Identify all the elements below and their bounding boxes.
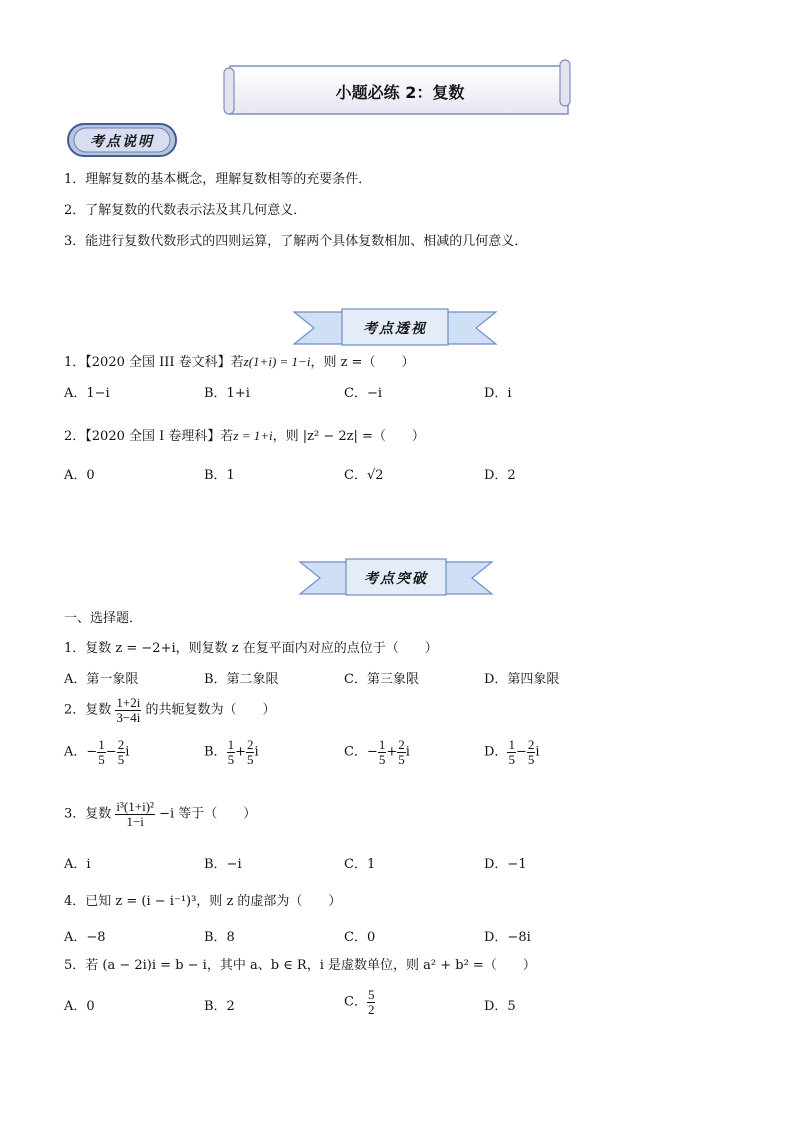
question-2 [64,696,276,725]
q2-option-b-frac1: $\frac{1}{5}$ [227,737,235,767]
q2-option-d: D． $\frac{1}{5}$ − $\frac{2}{5}$ i [484,737,540,767]
question-5: 5．若 (a − 2i)i = b − i，其中 a、b ∈ R，i 是虚数单位，则 a² + b² =（ ） [64,958,536,973]
insight-q2-option-a: A．0 [64,468,95,483]
q1-option-c: C．第三象限 [344,672,419,687]
q2-prefix: 2．复数 [64,702,112,718]
q2-option-a-op: − [105,744,117,760]
q3-numerator: i³(1+i)² [116,799,154,814]
question-1: 1．复数 z = −2+i，则复数 z 在复平面内对应的点位于（ ） [64,641,438,656]
q5-option-c-label: C． [344,994,367,1010]
q5-option-c [344,988,375,1017]
q1-option-a: A．第一象限 [64,672,139,687]
q2-option-a-sign: − [86,744,98,760]
q3-option-b: B．−i [204,857,242,872]
insight-q1-suffix: ，则 z =（ ） [310,355,415,370]
insight-q1-option-b: B．1+i [204,386,250,401]
title-scroll [222,58,572,118]
q2-option-a: A．− $\frac{1}{5}$ − $\frac{2}{5}$ i [64,737,130,767]
explain-badge-label: 考点说明 [90,134,154,150]
q2-numerator: 1+2i [116,695,141,710]
insight-q2-suffix: ，则 |z² − 2z| =（ ） [272,429,425,444]
section-label: 一、选择题． [64,611,143,626]
q5-option-a: A．0 [64,999,95,1014]
insight-q1-math: z(1+i) = 1−i [243,354,311,369]
q3-tail: −i 等于（ ） [159,806,257,822]
q2-option-c: C．− $\frac{1}{5}$ + $\frac{2}{5}$ i [344,737,410,767]
explain-item-3: 3．能进行复数代数形式的四则运算，了解两个具体复数相加、相减的几何意义． [64,234,528,249]
q3-denominator: 1−i [126,814,144,829]
question-3 [64,800,256,829]
q5-option-c-frac: $\frac{5}{2}$ [367,987,375,1017]
q2-option-a-frac1: $\frac{1}{5}$ [98,737,105,767]
q2-option-d-frac1: $\frac{1}{5}$ [508,737,515,767]
explain-badge [66,121,178,159]
q2-option-b-frac2: $\frac{2}{5}$ [246,737,254,767]
breakthrough-banner [298,558,494,598]
insight-q2-math: z = 1+i [233,428,273,443]
q2-denominator: 3−4i [116,710,141,725]
insight-q2-option-c: C．√2 [344,468,384,483]
q4-option-c: C．0 [344,930,376,945]
explain-item-1: 1．理解复数的基本概念，理解复数相等的充要条件． [64,172,372,187]
q2-option-c-label: C． [344,744,367,760]
insight-q1-option-c: C．−i [344,386,382,401]
q2-option-c-frac2: $\frac{2}{5}$ [398,737,405,767]
insight-banner [292,308,498,348]
q2-option-a-label: A． [64,744,87,760]
insight-q2-prefix: 2．【2020 全国 I 卷理科】若 [64,429,234,444]
explain-item-2: 2．了解复数的代数表示法及其几何意义． [64,203,307,218]
q2-fraction [115,696,141,725]
q3-fraction [115,800,155,829]
q2-option-c-frac1: $\frac{1}{5}$ [378,737,386,767]
q2-option-d-label: D． [484,744,508,760]
q3-prefix: 3．复数 [64,806,112,822]
insight-q2-option-d: D．2 [484,468,516,483]
q4-option-d: D．−8i [484,930,531,945]
q2-option-c-op: + [386,744,398,760]
q5-option-b: B．2 [204,999,235,1014]
insight-q1 [64,354,414,371]
insight-q1-option-a: A．1−i [64,386,110,401]
q2-option-b: B． $\frac{1}{5}$ + $\frac{2}{5}$ i [204,737,259,767]
q2-option-d-frac2: $\frac{2}{5}$ [527,737,535,767]
q2-option-b-op: + [235,744,246,760]
page-title: 小题必练 2：复数 [335,83,465,102]
q1-option-b: B．第二象限 [204,672,279,687]
q2-option-a-frac2: $\frac{2}{5}$ [117,737,125,767]
q5-option-d: D．5 [484,999,516,1014]
question-4: 4．已知 z = (i − i⁻¹)³，则 z 的虚部为（ ） [64,894,342,909]
insight-banner-label: 考点透视 [363,321,427,337]
q1-option-d: D．第四象限 [484,672,560,687]
q2-option-c-sign: − [366,744,378,760]
insight-q2 [64,428,425,445]
q3-option-a: A．i [64,857,91,872]
insight-q1-option-d: D．i [484,386,512,401]
insight-q2-option-b: B．1 [204,468,235,483]
q2-option-d-op: − [515,744,527,760]
insight-q1-prefix: 1．【2020 全国 III 卷文科】若 [64,355,244,370]
q2-option-b-label: B． [204,744,227,760]
breakthrough-banner-label: 考点突破 [364,571,428,587]
q3-option-d: D．−1 [484,857,527,872]
q2-suffix: 的共轭复数为（ ） [145,702,276,718]
q3-option-c: C．1 [344,857,376,872]
q4-option-b: B．8 [204,930,235,945]
q4-option-a: A．−8 [64,930,106,945]
